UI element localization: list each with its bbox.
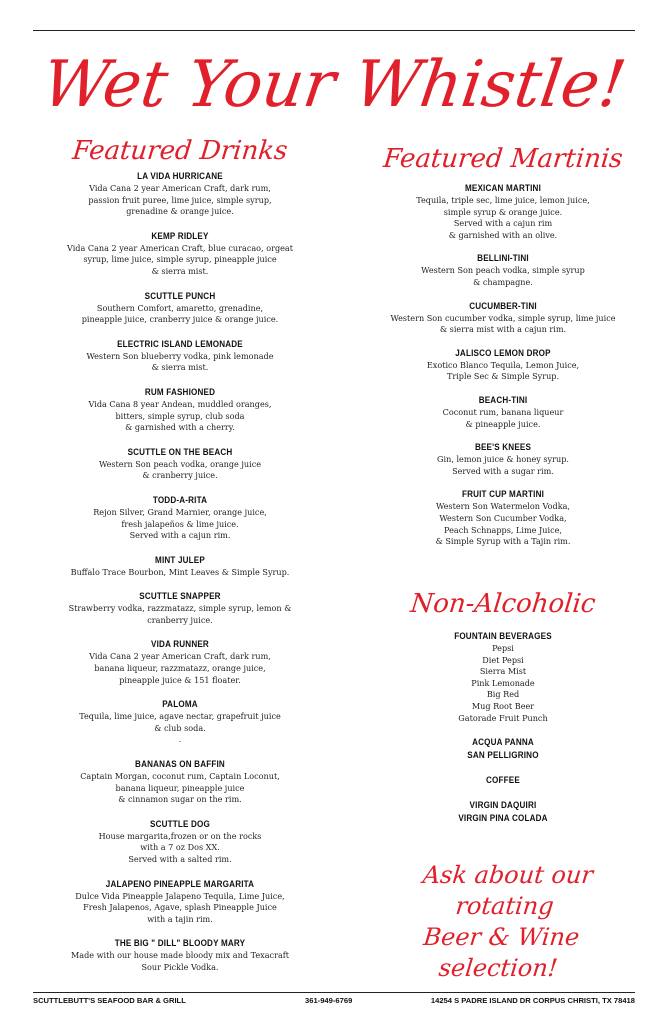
drink-description: Tequila, lime juice, agave nectar, grapefruit juice & club soda. . [79, 711, 281, 745]
drink-item [60, 698, 300, 746]
drink-description: Captain Morgan, coconut rum, Captain Loconut, banana liqueur, pineapple juice & cinnamon sugar on the rim. [80, 771, 280, 805]
drink-name: TODD-A-RITA [152, 494, 208, 505]
bottom-divider [33, 992, 635, 993]
phone-number: 361-949-6769 [305, 996, 353, 1005]
water-name: SAN PELLIGRINO [467, 750, 539, 761]
coffee-name: COFFEE [486, 775, 520, 786]
page-title: Wet Your Whistle! [37, 48, 631, 122]
drink-description: Western Son blueberry vodka, pink lemonade & sierra mist. [86, 350, 274, 373]
water-name: ACQUA PANNA [472, 737, 534, 748]
fountain-item: Pink Lemonade [471, 677, 535, 688]
drink-name: THE BIG " DILL" BLOODY MARY [114, 938, 246, 949]
drink-name: SCUTTLE SNAPPER [139, 591, 221, 602]
fountain-item: Mug Root Beer [471, 700, 535, 711]
drink-name: LA VIDA HURRICANE [137, 171, 223, 181]
drink-item [60, 494, 300, 542]
martini-description: Western Son Watermelon Vodka, Western Son Cucumber Vodka, Peach Schnapps, Lime Juice, & Simple Syrup with a Tajin rim. [435, 501, 571, 547]
drink-item [60, 878, 300, 926]
martini-description: Tequila, triple sec, lime juice, lemon juice, simple syrup & orange juice. Served with a cajun rim & garnished with an olive. [416, 195, 590, 240]
drink-description: Vida Cana 2 year American Craft, dark rum, passion fruit puree, lime juice, simple syrup, grenadine & orange juice. [88, 183, 272, 217]
callout-line: Ask about our rotating [421, 861, 595, 920]
rotating-beer-wine-callout [365, 860, 640, 984]
non-alcoholic-heading: Non-Alcoholic [409, 589, 597, 619]
fountain-item: Sierra Mist [479, 666, 527, 677]
martini-name: JALISCO LEMON DROP [455, 347, 551, 358]
drink-item [60, 170, 300, 218]
featured-martinis-heading: Featured Martinis [381, 144, 625, 174]
restaurant-name: SCUTTLEBUTT'S SEAFOOD BAR & GRILL [33, 996, 186, 1005]
drink-description: Dulce Vida Pineapple Jalapeno Tequila, Lime Juice, Fresh Jalapenos, Agave, splash Pineapple Juice with a tajin rim. [75, 890, 285, 924]
callout-line: Beer & Wine [422, 923, 581, 951]
drink-description: Strawberry vodka, razzmatazz, simple syrup, lemon & cranberry juice. [68, 603, 292, 625]
featured-drinks-heading: Featured Drinks [70, 136, 289, 166]
drink-item [60, 230, 300, 278]
footer [33, 996, 635, 1010]
drink-description: House margarita,frozen or on the rocks with a 7 oz Dos XX. Served with a salted rim. [98, 830, 262, 864]
fountain-item: Big Red [486, 689, 520, 700]
drink-name: KEMP RIDLEY [151, 230, 209, 241]
featured-martinis-list [372, 182, 634, 559]
martini-description: Exotico Blanco Tequila, Lemon Juice, Triple Sec & Simple Syrup. [426, 359, 580, 382]
fountain-item: Gatorade Fruit Punch [458, 712, 548, 723]
drink-item [60, 758, 300, 806]
martini-item [372, 394, 634, 430]
martini-description: Gin, lemon juice & honey syrup. Served with a sugar rim. [437, 454, 569, 476]
virgin-group [372, 799, 634, 825]
martini-name: BELLINI-TINI [477, 253, 529, 264]
drink-description: Western Son peach vodka, orange juice & cranberry juice. [98, 458, 262, 481]
martini-item [372, 441, 634, 477]
martini-description: Western Son cucumber vodka, simple syrup, lime juice & sierra mist with a cajun rim. [390, 312, 616, 335]
fountain-name: FOUNTAIN BEVERAGES [454, 631, 552, 641]
martini-item [372, 488, 634, 547]
martini-name: MEXICAN MARTINI [464, 183, 542, 193]
fountain-group [372, 630, 634, 724]
drink-name: JALAPENO PINEAPPLE MARGARITA [105, 878, 255, 889]
martini-item [372, 300, 634, 336]
drink-description: Made with our house made bloody mix and Texacraft Sour Pickle Vodka. [70, 950, 290, 972]
martini-description: Coconut rum, banana liqueur & pineapple juice. [442, 406, 564, 429]
featured-drinks-list [60, 170, 300, 986]
drink-description: Vida Cana 8 year Andean, muddled oranges, bitters, simple syrup, club soda & garnished with a cherry. [88, 398, 272, 433]
drink-name: SCUTTLE PUNCH [144, 290, 216, 301]
drink-description: Vida Cana 2 year American Craft, dark rum, banana liqueur, razzmatazz, orange juice, pineapple juice & 151 floater. [89, 651, 271, 685]
martini-description: Western Son peach vodka, simple syrup & champagne. [421, 265, 585, 287]
drink-name: ELECTRIC ISLAND LEMONADE [117, 338, 243, 349]
martini-name: CUCUMBER-TINI [469, 300, 537, 311]
martini-item [372, 182, 634, 241]
drink-item [60, 590, 300, 626]
drink-name: SCUTTLE ON THE BEACH [127, 446, 233, 457]
drink-name: PALOMA [162, 699, 198, 710]
drink-name: RUM FASHIONED [144, 386, 216, 397]
address: 14254 S PADRE ISLAND DR CORPUS CHRISTI, TX 78418 [430, 996, 635, 1005]
drink-name: MINT JULEP [155, 554, 205, 565]
drink-item [60, 290, 300, 326]
callout-line: selection! [437, 954, 559, 982]
drink-description: Vida Cana 2 year American Craft, blue curacao, orgeat syrup, lime juice, simple syrup, pineapple juice & sierra mist. [67, 242, 293, 276]
drink-name: VIDA RUNNER [151, 639, 209, 650]
top-divider [33, 30, 635, 31]
drink-name: BANANAS ON BAFFIN [135, 759, 225, 770]
martini-name: FRUIT CUP MARTINI [461, 489, 545, 500]
drink-item [60, 554, 300, 579]
martini-name: BEACH-TINI [478, 394, 528, 405]
martini-name: BEE'S KNEES [474, 442, 532, 453]
drink-item [60, 446, 300, 482]
drink-description: Southern Comfort, amaretto, grenadine, pineapple juice, cranberry juice & orange juice. [81, 302, 279, 325]
fountain-item: Pepsi [492, 643, 514, 653]
virgin-name: VIRGIN DAQUIRI [469, 800, 537, 811]
fountain-item: Diet Pepsi [482, 654, 524, 665]
drink-item [60, 386, 300, 434]
drink-description: Buffalo Trace Bourbon, Mint Leaves & Simple Syrup. [70, 566, 290, 577]
drink-name: SCUTTLE DOG [149, 818, 211, 829]
drink-description: Rejon Silver, Grand Marnier, orange juice, fresh jalapeños & lime juice. Served with a cajun rim. [93, 506, 267, 541]
non-alcoholic-list [372, 630, 634, 837]
drink-item [60, 818, 300, 866]
martini-item [372, 252, 634, 288]
drink-item [60, 338, 300, 374]
coffee-group [372, 774, 634, 787]
drink-item [60, 638, 300, 686]
martini-item [372, 347, 634, 383]
drink-item [60, 937, 300, 973]
water-group [372, 736, 634, 762]
virgin-name: VIRGIN PINA COLADA [458, 813, 548, 824]
